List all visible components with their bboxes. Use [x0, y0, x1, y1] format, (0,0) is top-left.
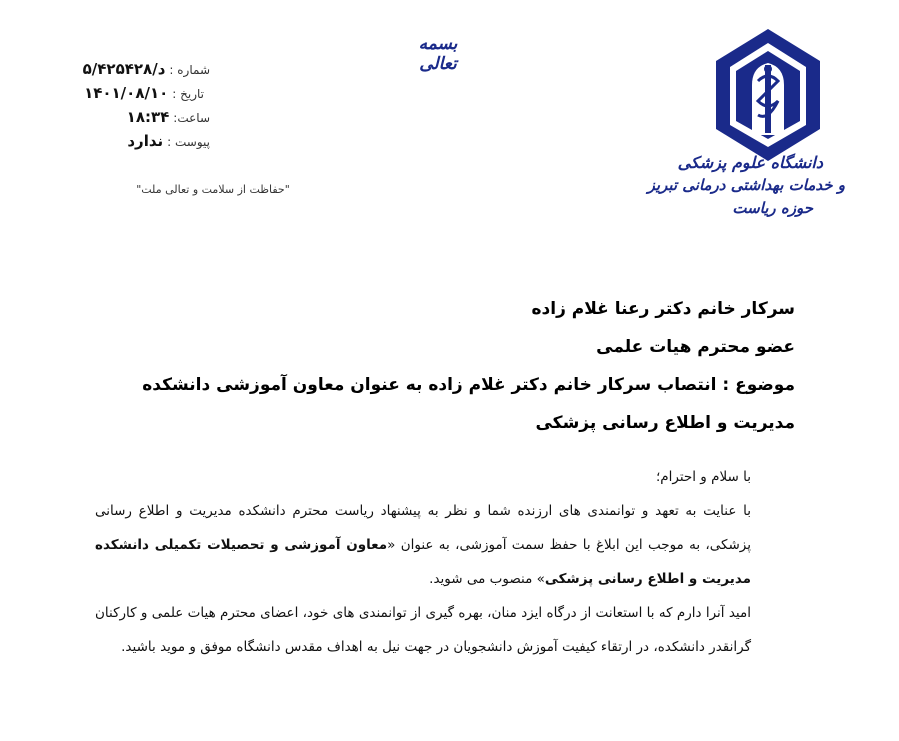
paragraph-1-part2: » منصوب می شوید. [429, 571, 545, 587]
university-name-line1: دانشگاه علوم پزشکی [677, 153, 823, 172]
meta-time-row [60, 108, 210, 132]
meta-time-label: ساعت: [173, 111, 210, 125]
recipient-name: سرکار خانم دکتر رعنا غلام زاده [531, 299, 795, 319]
meta-time-value: ۱۸:۳۴ [126, 108, 170, 126]
letter-heading [142, 290, 795, 442]
university-logo-icon [712, 25, 824, 165]
meta-number-value: ۵/د/۴۲۵۴۲۸ [82, 60, 166, 78]
greeting: با سلام و احترام؛ [655, 469, 751, 485]
meta-attachment-value: ندارد [127, 132, 164, 150]
besmeh-heading: بسمه تعالی [418, 34, 458, 74]
university-name-line2: و خدمات بهداشتی درمانی تبریز [647, 176, 845, 194]
meta-attachment-row [60, 132, 210, 156]
meta-attachment-label: پیوست : [167, 135, 210, 149]
university-name-line3: حوزه ریاست [732, 199, 813, 217]
university-name-block [631, 152, 845, 220]
paragraph-1-part1: با عنایت به تعهد و توانمندی های ارزنده شما و نظر به پیشنهاد ریاست محترم دانشکده مدیریت و اطلاع رسانی پزشکی، به موجب این ابلاغ با حفظ سمت آموزشی، به عنوان « [95, 503, 751, 553]
letter-meta [60, 60, 210, 156]
meta-date-label: تاریخ : [172, 87, 204, 101]
paragraph-2: امید آنرا دارم که با استعانت از درگاه ایزد منان، بهره گیری از توانمندی های خود، اعضای محترم هیات علمی و کارکنان گرانقدر دانشکده، در ارتقاء کیفیت آموزش دانشجویان در جهت نیل به اهداف مقدس دانشگاه موفق و موید باشید. [95, 605, 751, 655]
recipient-title: عضو محترم هیات علمی [596, 337, 795, 357]
subject-line-2: مدیریت و اطلاع رسانی پزشکی [535, 413, 795, 433]
paragraph-1-bold: معاون آموزشی و تحصیلات تکمیلی دانشکده مدیریت و اطلاع رسانی پزشکی [95, 537, 751, 587]
letter-body [95, 460, 795, 664]
paragraph-1 [95, 494, 795, 596]
meta-number-row [60, 60, 210, 84]
meta-date-row [60, 84, 204, 108]
meta-number-label: شماره : [169, 63, 210, 77]
slogan-text: "حفاظت از سلامت و تعالی ملت" [136, 183, 290, 196]
subject-line-1: موضوع : انتصاب سرکار خانم دکتر غلام زاده به عنوان معاون آموزشی دانشکده [142, 375, 795, 395]
meta-date-value: ۱۴۰۱/۰۸/۱۰ [84, 84, 169, 102]
